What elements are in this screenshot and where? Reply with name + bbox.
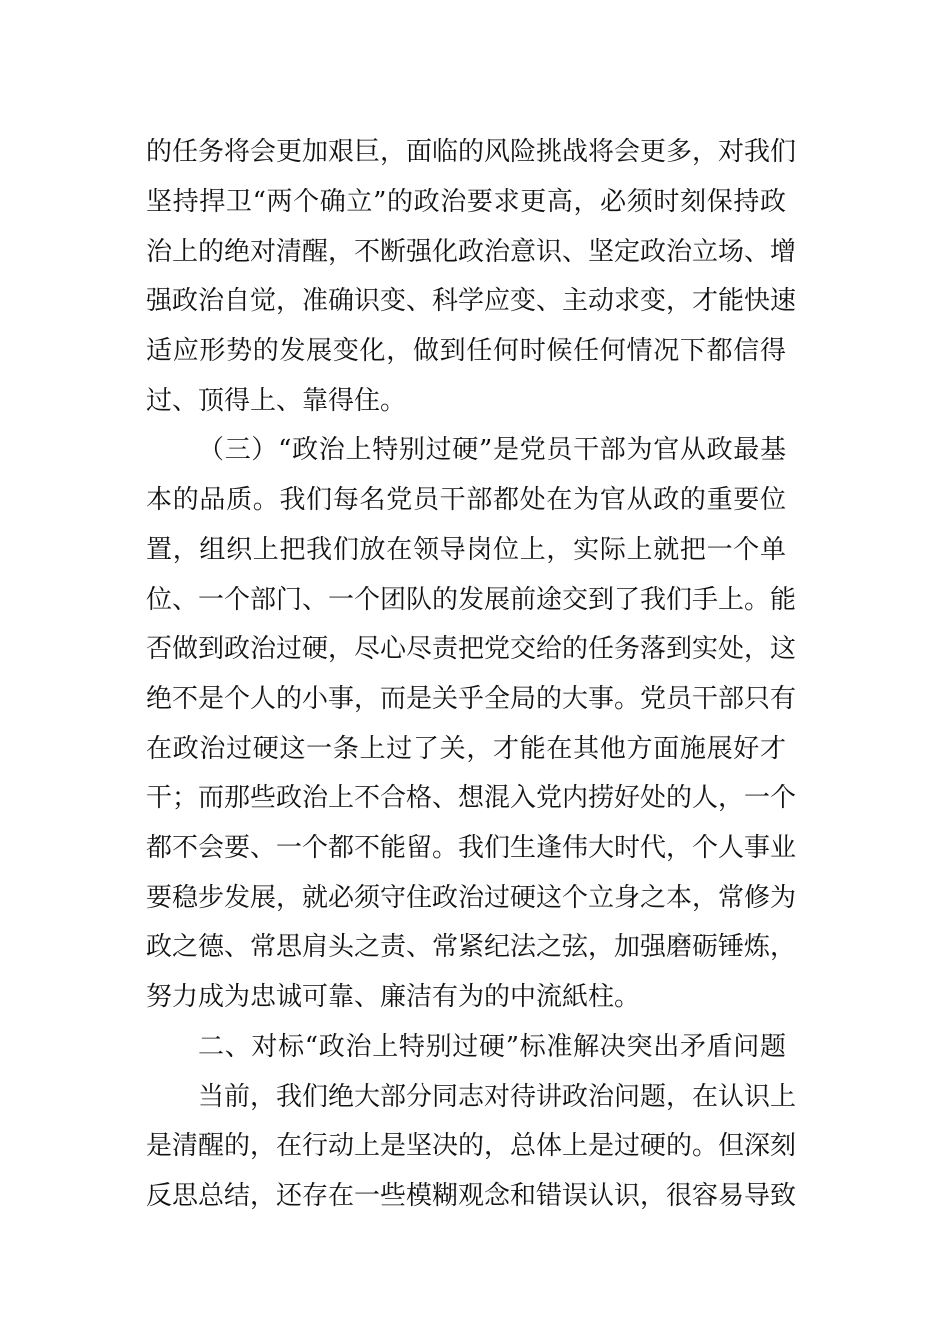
- text-line: 绝不是个人的小事，而是关乎全局的大事。党员干部只有: [146, 684, 797, 714]
- text-line: 强政治自觉，准确识变、科学应变、主动求变，才能快速: [146, 286, 797, 316]
- text-line: 否做到政治过硬，尽心尽责把党交给的任务落到实处，这: [146, 634, 797, 664]
- text-line: 本的品质。我们每名党员干部都处在为官从政的重要位: [146, 485, 786, 515]
- text-line: 坚持捍卫“两个确立”的政治要求更高，必须时刻保持政: [146, 187, 786, 217]
- text-line: 要稳步发展，就必须守住政治过硬这个立身之本，常修为: [146, 883, 797, 913]
- text-line: 适应形势的发展变化，做到任何时候任何情况下都信得: [146, 336, 786, 366]
- text-line: 政之德、常思肩头之责、常紧纪法之弦，加强磨砺锤炼，: [146, 932, 797, 962]
- text-line: 过、顶得上、靠得住。: [146, 386, 407, 416]
- section-heading-line: （三）“政治上特别过硬”是党员干部为官从政最基: [198, 435, 786, 465]
- text-line: 努力成为忠诚可靠、廉洁有为的中流紙柱。: [146, 982, 641, 1012]
- text-line: 是清醒的，在行动上是坚决的，总体上是过硬的。但深刻: [146, 1131, 797, 1161]
- section-heading: 二、对标“政治上特别过硬”标准解决突出矛盾问题: [198, 1032, 786, 1062]
- text-line: 的任务将会更加艰巨，面临的风险挑战将会更多，对我们: [146, 137, 797, 167]
- text-line: 位、一个部门、一个团队的发展前途交到了我们手上。能: [146, 585, 797, 615]
- text-line: 置，组织上把我们放在领导岗位上，实际上就把一个单: [146, 535, 786, 565]
- text-line: 治上的绝对清醒，不断强化政治意识、坚定政治立场、增: [146, 237, 797, 267]
- text-line: 干；而那些政治上不合格、想混入党内捞好处的人，一个: [146, 783, 797, 813]
- text-line: 在政治过硬这一条上过了关，才能在其他方面施展好才: [146, 734, 786, 764]
- paragraph-first-line: 当前，我们绝大部分同志对待讲政治问题，在认识上: [198, 1082, 797, 1112]
- text-line: 反思总结，还存在一些模糊观念和错误认识，很容易导致: [146, 1181, 797, 1211]
- text-line: 都不会要、一个都不能留。我们生逢伟大时代，个人事业: [146, 833, 797, 863]
